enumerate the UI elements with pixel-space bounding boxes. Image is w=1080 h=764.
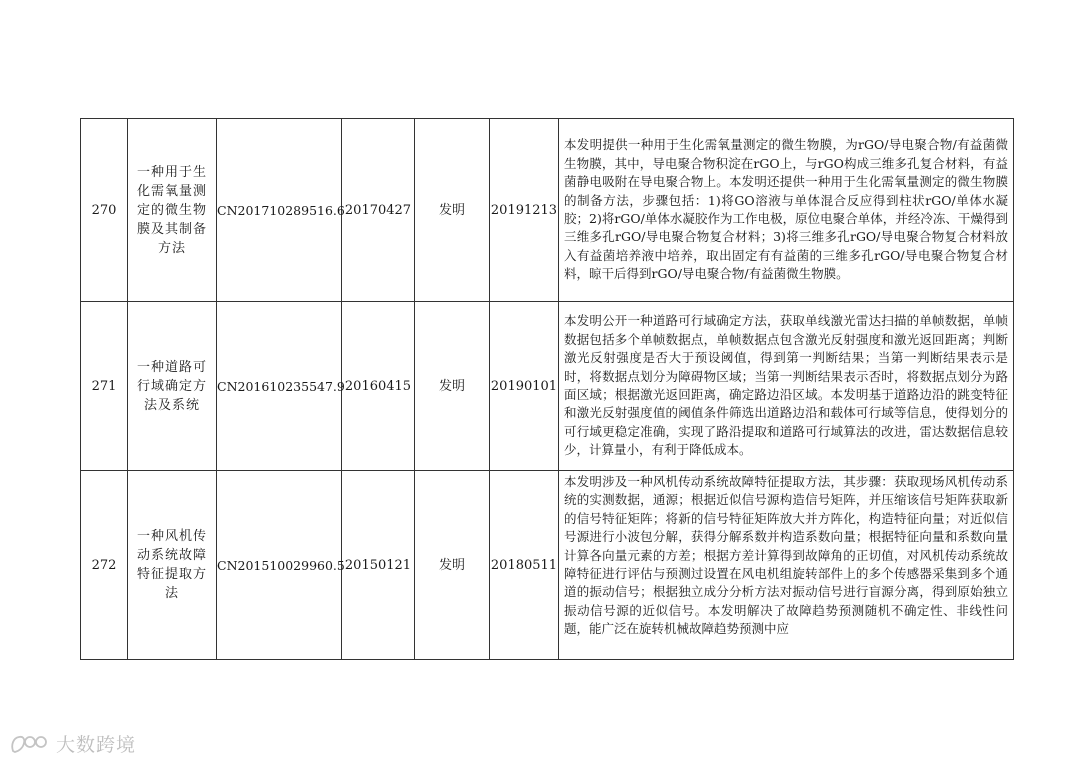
- application-date: 20150121: [342, 471, 415, 660]
- patent-title: 一种道路可行域确定方法及系统: [128, 302, 217, 471]
- row-number: 271: [81, 302, 128, 471]
- speech-bubble-logo-icon: [10, 733, 50, 755]
- application-date: 20160415: [342, 302, 415, 471]
- patent-type: 发明: [415, 302, 490, 471]
- table-row: [81, 302, 1014, 471]
- patent-type: 发明: [415, 471, 490, 660]
- publication-date: 20190101: [490, 302, 559, 471]
- patent-title: 一种风机传动系统故障特征提取方法: [128, 471, 217, 660]
- patent-title: 一种用于生化需氧量测定的微生物膜及其制备方法: [128, 119, 217, 302]
- publication-date: 20180511: [490, 471, 559, 660]
- application-number: CN201610235547.9: [217, 302, 342, 471]
- application-number: CN201510029960.5: [217, 471, 342, 660]
- table-row: [81, 471, 1014, 660]
- application-number: CN201710289516.6: [217, 119, 342, 302]
- publication-date: 20191213: [490, 119, 559, 302]
- application-date: 20170427: [342, 119, 415, 302]
- patent-abstract-cell: [559, 471, 1014, 660]
- patent-abstract: 本发明涉及一种风机传动系统故障特征提取方法，其步骤：获取现场风机传动系统的实测数据，通源；根据近似信号源构造信号矩阵，并压缩该信号矩阵获取新的信号特征矩阵；将新的信号特征矩阵放大并方阵化，构造特征向量；对近似信号源进行小波包分解，获得分解系数并构造系数向量；根据特征向量和系数向量计算各向量元素的方差；根据方差计算得到故障角的正切值，对风机传动系统故障特征进行评估与预测过设置在风电机组旋转部件上的多个传感器采集到多个通道的振动信号；根据独立成分分析方法对振动信号进行盲源分离，得到原始独立振动信号源的近似信号。本发明解决了故障趋势预测随机不确定性、非线性问题，能广泛在旋转机械故障趋势预测中应: [564, 474, 1008, 637]
- row-number: 272: [81, 471, 128, 660]
- patent-type: 发明: [415, 119, 490, 302]
- patent-table: [80, 118, 1014, 660]
- table-row: [81, 119, 1014, 302]
- patent-abstract: 本发明提供一种用于生化需氧量测定的微生物膜，为rGO/导电聚合物/有益菌微生物膜，其中，导电聚合物积淀在rGO上，与rGO构成三维多孔复合材料，有益菌静电吸附在导电聚合物上。本发明还提供一种用于生化需氧量测定的微生物膜的制备方法，步骤包括：1)将GO溶液与单体混合反应得到柱状rGO/单体水凝胶；2)将rGO/单体水凝胶作为工作电极，原位电聚合单体，并经冷冻、干燥得到三维多孔rGO/导电聚合物复合材料；3)将三维多孔rGO/导电聚合物复合材料放入有益菌培养液中培养，取出固定有有益菌的三维多孔rGO/导电聚合物复合材料，晾干后得到rGO/导电聚合物/有益菌微生物膜。: [559, 119, 1014, 302]
- watermark: [10, 730, 136, 757]
- patent-abstract: 本发明公开一种道路可行域确定方法，获取单线激光雷达扫描的单帧数据，单帧数据包括多个单帧数据点，单帧数据点包含激光反射强度和激光返回距离；判断激光反射强度是否大于预设阈值，得到第一判断结果；当第一判断结果表示是时，将数据点划分为障碍物区域；当第一判断结果表示否时，将数据点划分为路面区域；根据激光返回距离，确定路边沿区域。本发明基于道路边沿的跳变特征和激光反射强度值的阈值条件筛选出道路边沿和载体可行域等信息，使得划分的可行域更稳定准确，实现了路沿提取和道路可行域算法的改进，雷达数据信息较少，计算量小，有利于降低成本。: [559, 302, 1014, 471]
- row-number: 270: [81, 119, 128, 302]
- watermark-text: 大数跨境: [56, 734, 137, 756]
